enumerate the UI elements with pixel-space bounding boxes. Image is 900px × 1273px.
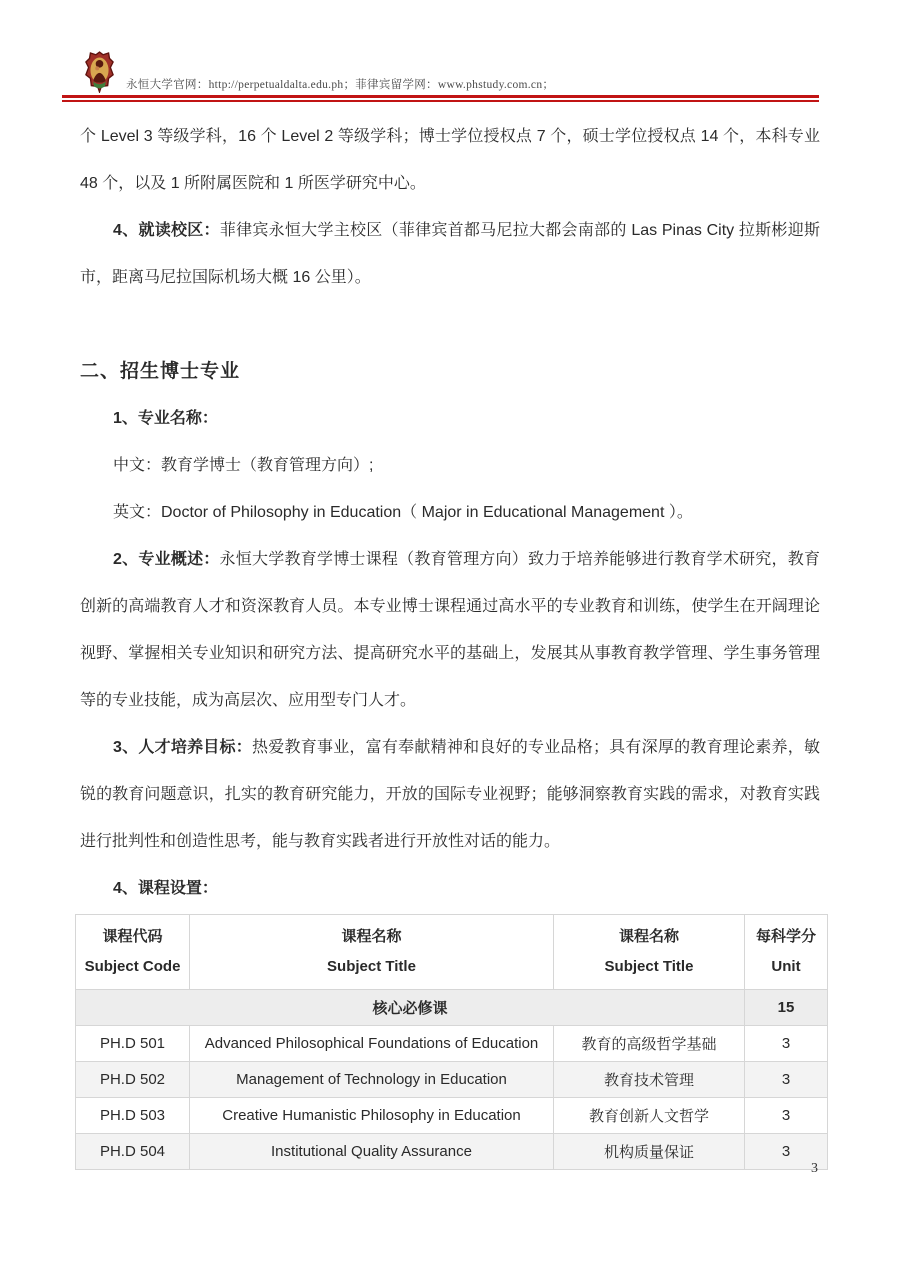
paragraph-program-overview	[80, 536, 820, 724]
overview-text: 永恒大学教育学博士课程（教育管理方向）致力于培养能够进行教育学术研究，教育创新的高端教育人才和资深教育人员。本专业博士课程通过高水平的专业教育和训练，使学生在开阔理论视野、掌握相关专业知识和研究方法、提高研究水平的基础上，发展其从事教育教学管理、学生事务管理等的专业技能，成为高层次、应用型专门人才。	[80, 551, 820, 709]
header-subject-title-zh	[554, 915, 745, 990]
document-header	[0, 0, 900, 104]
header-unit	[745, 915, 828, 990]
course-title-zh: 教育技术管理	[554, 1062, 745, 1098]
header-subject-title-en	[190, 915, 554, 990]
header-subject-title-en-en: Subject Title	[327, 958, 416, 975]
header-subject-code-en: Subject Code	[84, 958, 181, 975]
course-code: PH.D 504	[76, 1134, 190, 1170]
document-body	[80, 104, 820, 1170]
item4-curriculum-label: 4、课程设置：	[113, 880, 218, 897]
item1-program-name-en: 英文：Doctor of Philosophy in Education（ Major in Educational Management ）。	[113, 504, 693, 521]
core-required-units: 15	[745, 990, 828, 1026]
header-subject-code	[76, 915, 190, 990]
course-code: PH.D 502	[76, 1062, 190, 1098]
course-title-zh: 教育创新人文哲学	[554, 1098, 745, 1134]
course-code: PH.D 501	[76, 1026, 190, 1062]
paragraph-intro-continuation: 个 Level 3 等级学科，16 个 Level 2 等级学科；博士学位授权点 7 个，硕士学位授权点 14 个，本科专业 48 个，以及 1 所附属医院和 1 所医学研究中心。	[80, 128, 820, 192]
paragraph-training-goals	[80, 724, 820, 865]
rule-thick-line	[62, 95, 819, 98]
header-divider-rule	[62, 95, 819, 102]
course-code: PH.D 503	[76, 1098, 190, 1134]
header-subject-code-zh: 课程代码	[102, 928, 163, 945]
table-row	[76, 1098, 828, 1134]
item1-program-name-zh: 中文：教育学博士（教育管理方向）;	[113, 457, 374, 474]
rule-thin-line	[62, 100, 819, 102]
header-unit-zh: 每科学分	[755, 928, 816, 945]
section-title-doctoral-programs: 二、招生博士专业	[80, 361, 241, 382]
campus-label: 4、就读校区：	[113, 222, 220, 239]
paragraph-campus	[80, 207, 820, 301]
header-unit-en: Unit	[771, 958, 801, 975]
table-row	[76, 1134, 828, 1170]
goals-label: 3、人才培养目标：	[113, 739, 253, 756]
course-unit: 3	[745, 1026, 828, 1062]
course-unit: 3	[745, 1098, 828, 1134]
course-title-en: Institutional Quality Assurance	[190, 1134, 554, 1170]
page-number: 3	[811, 1161, 818, 1176]
header-subject-title-en-zh: 课程名称	[341, 928, 402, 945]
core-required-title: 核心必修课	[76, 990, 745, 1026]
table-row	[76, 1026, 828, 1062]
header-subject-title-zh-en: Subject Title	[604, 958, 694, 975]
course-title-en: Management of Technology in Education	[190, 1062, 554, 1098]
course-title-en: Creative Humanistic Philosophy in Education	[190, 1098, 554, 1134]
course-title-zh: 机构质量保证	[554, 1134, 745, 1170]
table-row	[76, 1062, 828, 1098]
curriculum-table	[75, 914, 828, 1170]
table-section-row-core-required	[76, 990, 828, 1026]
campus-text: 菲律宾永恒大学主校区（菲律宾首都马尼拉大都会南部的 Las Pinas City 拉斯彬迎斯市，距离马尼拉国际机场大概 16 公里）。	[80, 222, 820, 286]
university-crest-icon	[85, 51, 114, 93]
course-title-en: Advanced Philosophical Foundations of Education	[190, 1026, 554, 1062]
course-title-zh: 教育的高级哲学基础	[554, 1026, 745, 1062]
item1-program-name-label: 1、专业名称：	[113, 410, 218, 427]
table-header-row	[76, 915, 828, 990]
header-subject-title-zh-zh: 课程名称	[618, 928, 679, 945]
goals-text: 热爱教育事业，富有奉献精神和良好的专业品格；具有深厚的教育理论素养，敏锐的教育问题意识，扎实的教育研究能力，开放的国际专业视野；能够洞察教育实践的需求，对教育实践进行批判性和创造性思考，能与教育实践者进行开放性对话的能力。	[80, 739, 820, 850]
header-site-links: 永恒大学官网：http://perpetualdalta.edu.ph；菲律宾留学网：www.phstudy.com.cn；	[126, 79, 555, 91]
course-unit: 3	[745, 1062, 828, 1098]
course-unit: 3	[745, 1134, 828, 1170]
overview-label: 2、专业概述：	[113, 551, 220, 568]
